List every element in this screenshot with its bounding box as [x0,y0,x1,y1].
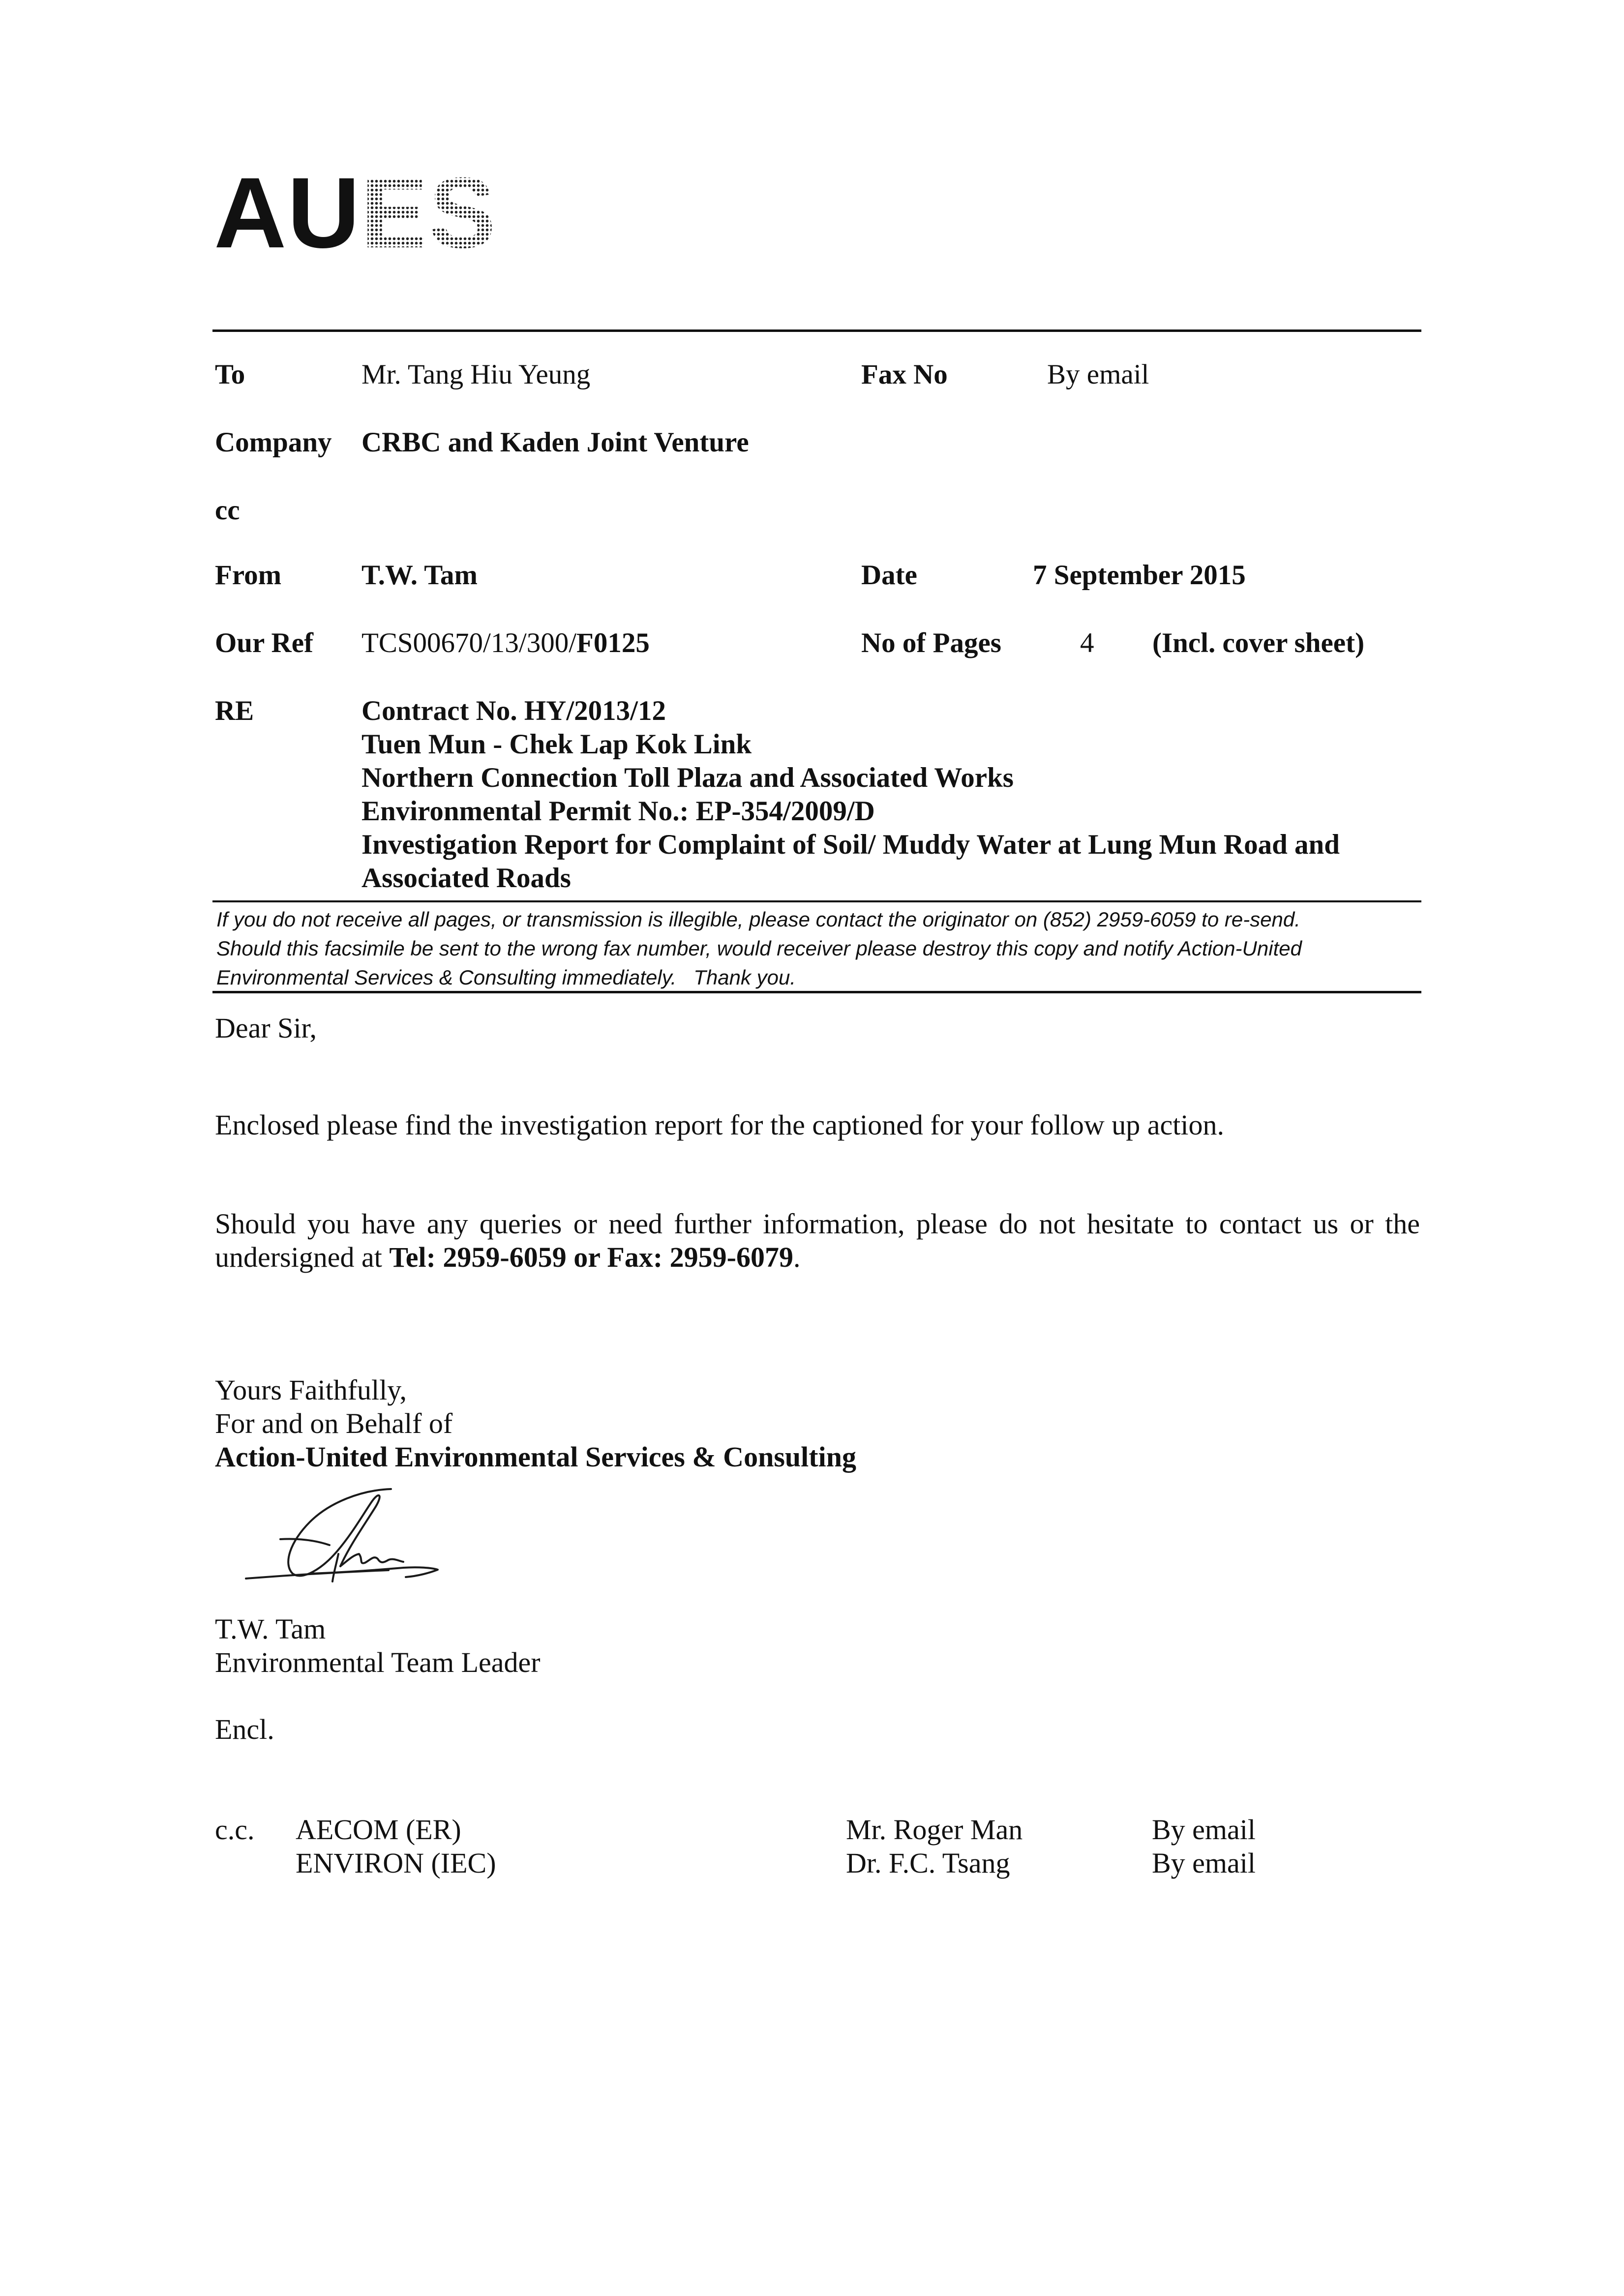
logo-letters-au: AU [214,157,361,269]
handwritten-signature [236,1480,457,1608]
cc-label: cc [215,495,240,526]
to-value: Mr. Tang Hiu Yeung [361,359,591,390]
closing-yours-faithfully: Yours Faithfully, [215,1374,407,1406]
from-value: T.W. Tam [361,560,478,591]
notice-line: Environmental Services & Consulting immediately. Thank you. [216,966,796,989]
body-paragraph-1: Enclosed please find the investigation report for the captioned for your follow up action. [215,1109,1224,1141]
ref-suffix: F0125 [576,627,650,658]
re-line: Associated Roads [361,863,571,894]
date-label: Date [861,560,917,591]
ref-label: Our Ref [215,627,314,658]
pages-label: No of Pages [861,627,1001,658]
to-label: To [215,359,245,390]
salutation: Dear Sir, [215,1012,317,1044]
pages-note: (Incl. cover sheet) [1152,627,1365,658]
from-label: From [215,560,282,591]
cc-person: Mr. Roger Man [846,1814,1023,1846]
re-subject [361,694,1419,895]
ref-prefix: TCS00670/13/300/ [361,627,577,658]
re-line: Tuen Mun - Chek Lap Kok Link [361,729,752,760]
cc-org: AECOM (ER) [296,1814,461,1846]
paragraph-2-text: Should you have any queries or need further information, please do not hesitate to contact us or the undersigned at [215,1208,1420,1273]
contact-numbers: Tel: 2959-6059 or Fax: 2959-6079 [389,1241,793,1273]
notice-top-rule [212,900,1421,902]
fax-label: Fax No [861,359,948,390]
closing-company-name: Action-United Environmental Services & Consulting [215,1441,856,1473]
notice-line: If you do not receive all pages, or transmission is illegible, please contact the originator on (852) 2959-6059 to re-send. [216,908,1300,931]
header-top-rule [212,329,1421,332]
re-line: Environmental Permit No.: EP-354/2009/D [361,796,875,827]
cc-person: Dr. F.C. Tsang [846,1847,1010,1879]
cc-method: By email [1152,1814,1256,1846]
signatory-name: T.W. Tam [215,1613,326,1645]
pages-value: 4 [1080,627,1094,658]
re-line: Investigation Report for Complaint of Soil/ Muddy Water at Lung Mun Road and [361,829,1340,860]
cc-method: By email [1152,1847,1256,1879]
company-label: Company [215,427,332,458]
re-line: Contract No. HY/2013/12 [361,695,666,726]
enclosure-note: Encl. [215,1713,274,1745]
ref-value [361,626,650,660]
re-line: Northern Connection Toll Plaza and Associated Works [361,762,1014,793]
aues-logo [214,157,497,269]
re-label: RE [215,695,254,726]
date-value: 7 September 2015 [1033,560,1246,591]
notice-line: Should this facsimile be sent to the wrong fax number, would receiver please destroy this copy and notify Action-United [216,937,1302,960]
fax-value: By email [1047,359,1149,390]
logo-letters-es: ES [361,157,497,269]
company-value: CRBC and Kaden Joint Venture [361,427,749,458]
signatory-title: Environmental Team Leader [215,1646,541,1678]
transmission-notice [216,905,1421,992]
closing-on-behalf: For and on Behalf of [215,1407,453,1439]
cc-org: ENVIRON (IEC) [296,1847,496,1879]
paragraph-2-end: . [793,1241,801,1273]
notice-bottom-rule [212,991,1421,993]
body-paragraph-2 [215,1207,1420,1274]
cc-label-footer: c.c. [215,1814,255,1846]
